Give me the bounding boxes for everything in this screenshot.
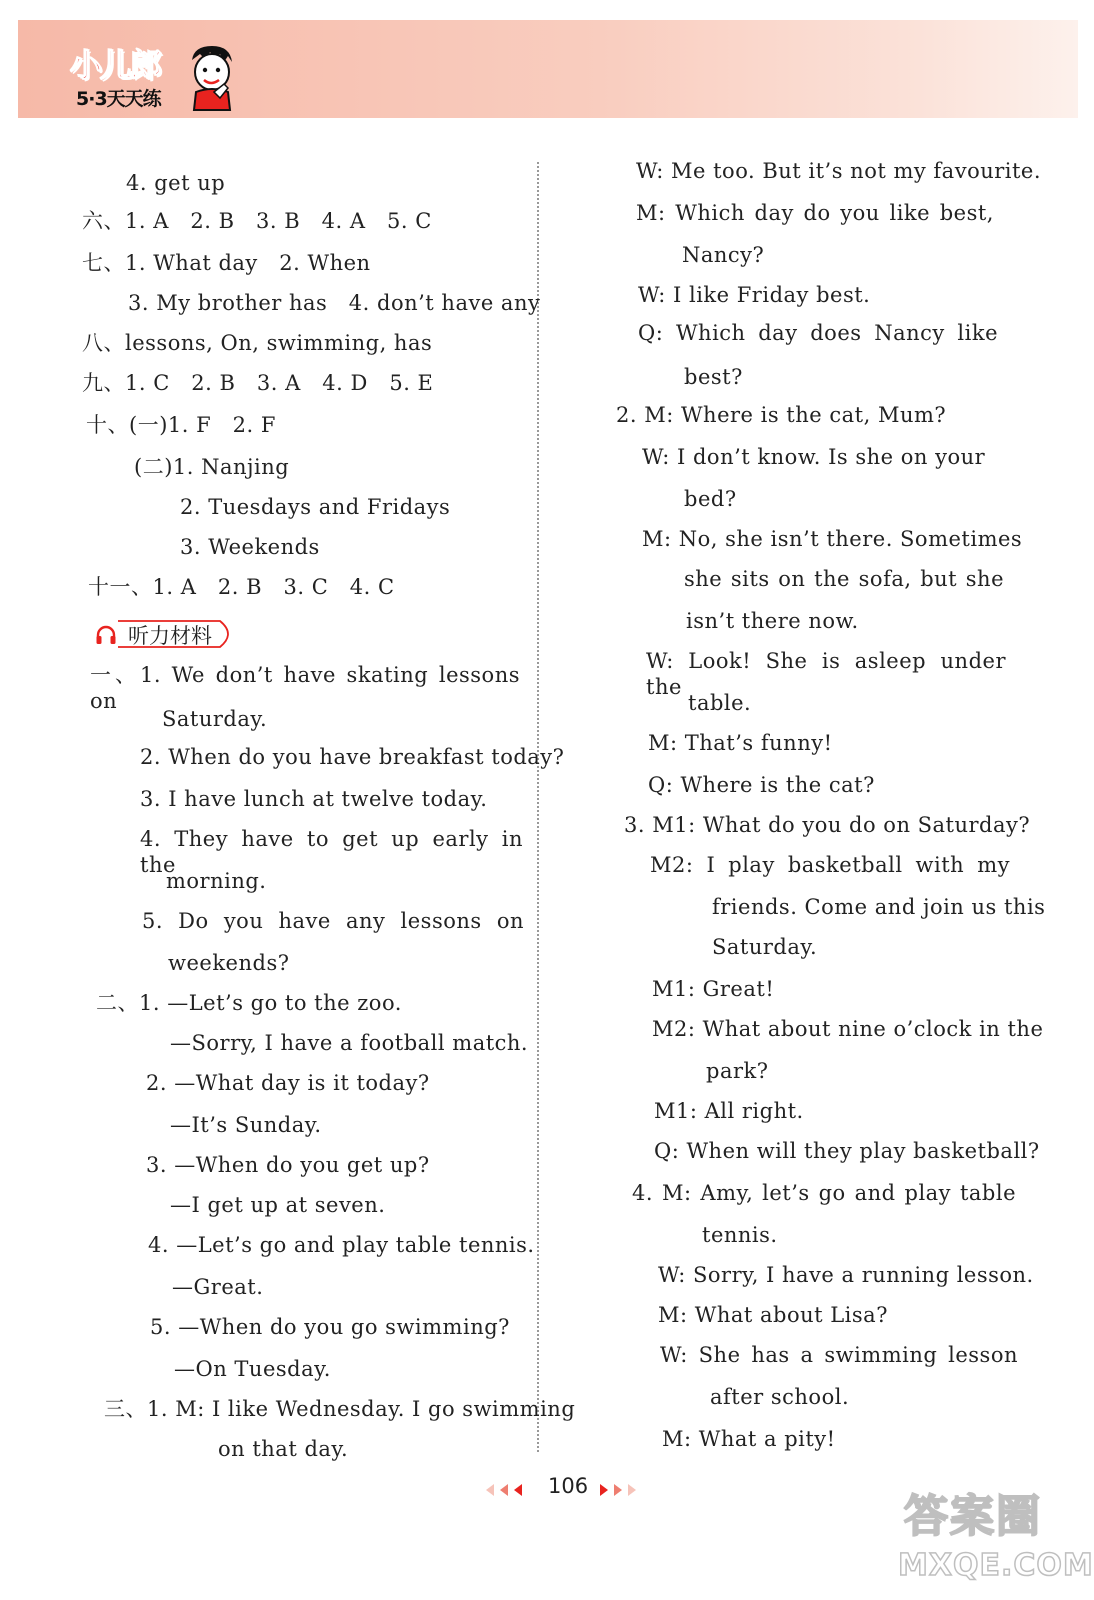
transcript-line: Q: When will they play basketball? bbox=[654, 1139, 1040, 1163]
answer-line: 九、1. C 2. B 3. A 4. D 5. E bbox=[82, 371, 434, 395]
answer-line: 十、(一)1. F 2. F bbox=[86, 413, 276, 437]
answer-line: 十一、1. A 2. B 3. C 4. C bbox=[88, 575, 395, 599]
answer-line: 4. get up bbox=[126, 171, 226, 195]
column-divider bbox=[537, 162, 539, 1452]
transcript-line: she sits on the sofa, but she bbox=[684, 567, 1004, 591]
transcript-line: M1: Great! bbox=[652, 977, 775, 1001]
transcript-line: 2. —What day is it today? bbox=[146, 1071, 430, 1095]
transcript-line: Q: Where is the cat? bbox=[648, 773, 875, 797]
transcript-line: W: Sorry, I have a running lesson. bbox=[658, 1263, 1034, 1287]
transcript-line: 4. M: Amy, let’s go and play table bbox=[632, 1181, 1016, 1205]
transcript-line: best? bbox=[684, 365, 743, 389]
transcript-line: 4. —Let’s go and play table tennis. bbox=[148, 1233, 535, 1257]
transcript-line: isn’t there now. bbox=[686, 609, 859, 633]
transcript-line: M: That’s funny! bbox=[648, 731, 833, 755]
answer-line: 八、lessons, On, swimming, has bbox=[82, 331, 433, 355]
transcript-line: W: I don’t know. Is she on your bbox=[642, 445, 986, 469]
transcript-line: 3. M1: What do you do on Saturday? bbox=[624, 813, 1031, 837]
answer-line: 2. Tuesdays and Fridays bbox=[180, 495, 451, 519]
transcript-line: —I get up at seven. bbox=[170, 1193, 386, 1217]
transcript-line: M2: What about nine o’clock in the bbox=[652, 1017, 1044, 1041]
transcript-line: 5. —When do you go swimming? bbox=[150, 1315, 510, 1339]
transcript-line: tennis. bbox=[702, 1223, 778, 1247]
logo-title: 小儿郎 bbox=[70, 46, 161, 84]
watermark-bottom: MXQE.COM bbox=[898, 1548, 1094, 1583]
transcript-line: 5. Do you have any lessons on bbox=[142, 909, 524, 933]
transcript-line: after school. bbox=[710, 1385, 850, 1409]
page-navigation bbox=[480, 1474, 650, 1504]
transcript-line: —Great. bbox=[172, 1275, 264, 1299]
headphones-icon bbox=[94, 623, 118, 647]
transcript-line: 2. M: Where is the cat, Mum? bbox=[616, 403, 947, 427]
transcript-line: M: No, she isn’t there. Sometimes bbox=[642, 527, 1023, 551]
listening-material-title: 听力材料 bbox=[128, 624, 212, 648]
transcript-line: on that day. bbox=[218, 1437, 349, 1461]
transcript-line: —It’s Sunday. bbox=[170, 1113, 322, 1137]
transcript-line: friends. Come and join us this bbox=[712, 895, 1046, 919]
page-number: 106 bbox=[548, 1474, 589, 1498]
transcript-line: morning. bbox=[166, 869, 267, 893]
logo-subtitle: 5·3天天练 bbox=[76, 88, 161, 110]
transcript-line: 3. I have lunch at twelve today. bbox=[140, 787, 488, 811]
answer-line: 七、1. What day 2. When bbox=[82, 251, 371, 275]
transcript-line: —On Tuesday. bbox=[174, 1357, 331, 1381]
answer-line: 3. My brother has 4. don’t have any bbox=[128, 291, 541, 315]
watermark-top: 答案圈 bbox=[904, 1491, 1042, 1542]
mascot-icon bbox=[184, 42, 240, 112]
transcript-line: 三、1. M: I like Wednesday. I go swimming bbox=[104, 1397, 576, 1421]
right-arrows-icon bbox=[594, 1478, 654, 1502]
transcript-line: 2. When do you have breakfast today? bbox=[140, 745, 565, 769]
transcript-line: Nancy? bbox=[682, 243, 765, 267]
listening-material-tag bbox=[92, 618, 238, 650]
answer-line: (二)1. Nanjing bbox=[134, 455, 290, 479]
transcript-line: M1: All right. bbox=[654, 1099, 804, 1123]
transcript-line: —Sorry, I have a football match. bbox=[170, 1031, 529, 1055]
transcript-line: table. bbox=[688, 691, 752, 715]
transcript-line: Q: Which day does Nancy like bbox=[638, 321, 998, 345]
transcript-line: bed? bbox=[684, 487, 737, 511]
transcript-line: M2: I play basketball with my bbox=[650, 853, 1010, 877]
transcript-line: W: She has a swimming lesson bbox=[660, 1343, 1018, 1367]
transcript-line: 3. —When do you get up? bbox=[146, 1153, 430, 1177]
transcript-line: 4. They have to get up early in the bbox=[140, 827, 523, 877]
transcript-line: M: What a pity! bbox=[662, 1427, 836, 1451]
transcript-line: 一、1. We don’t have skating lessons on bbox=[90, 663, 520, 713]
transcript-line: W: I like Friday best. bbox=[638, 283, 871, 307]
transcript-line: Saturday. bbox=[712, 935, 818, 959]
transcript-line: W: Me too. But it’s not my favourite. bbox=[636, 159, 1042, 183]
left-arrows-icon bbox=[480, 1478, 540, 1502]
transcript-line: W: Look! She is asleep under the bbox=[646, 649, 1006, 699]
transcript-line: M: Which day do you like best, bbox=[636, 201, 994, 225]
transcript-line: M: What about Lisa? bbox=[658, 1303, 888, 1327]
answer-line: 六、1. A 2. B 3. B 4. A 5. C bbox=[82, 209, 432, 233]
transcript-line: weekends? bbox=[168, 951, 290, 975]
transcript-line: park? bbox=[706, 1059, 769, 1083]
answer-line: 3. Weekends bbox=[180, 535, 320, 559]
transcript-line: 二、1. —Let’s go to the zoo. bbox=[96, 991, 402, 1015]
watermark bbox=[896, 1480, 1094, 1592]
transcript-line: Saturday. bbox=[162, 707, 268, 731]
